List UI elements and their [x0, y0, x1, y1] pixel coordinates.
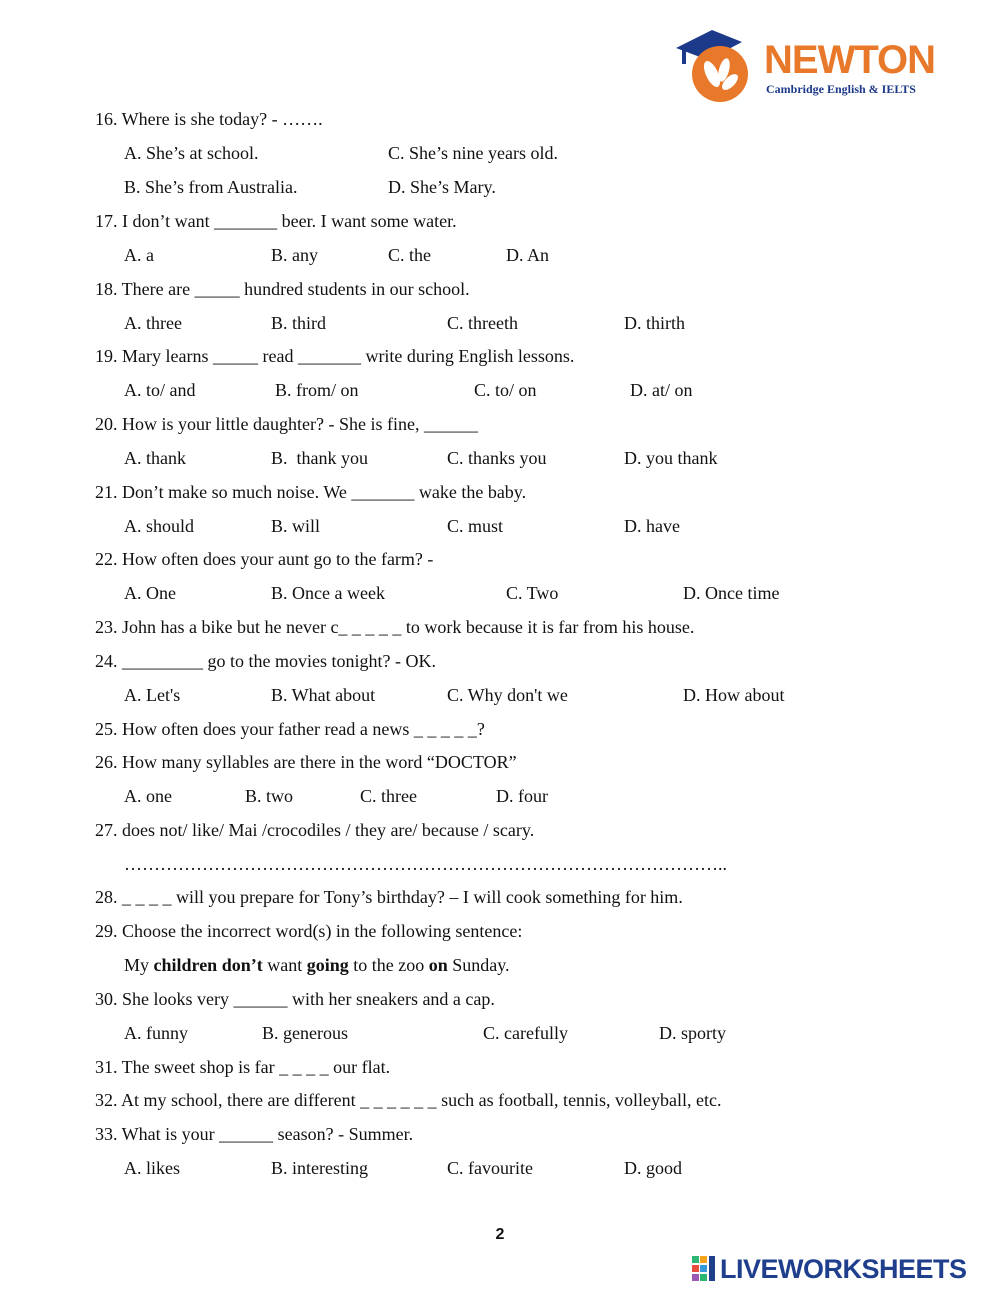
q30-option-d[interactable]: D. sporty: [659, 1023, 726, 1043]
q16-option-b[interactable]: B. She’s from Australia.: [124, 177, 298, 197]
q16-option-d[interactable]: D. She’s Mary.: [388, 177, 496, 197]
newton-logo: [672, 22, 942, 106]
q33-option-b[interactable]: B. interesting: [271, 1158, 368, 1178]
q21-option-a[interactable]: A. should: [124, 516, 195, 536]
brand-tagline: Cambridge English & IELTS: [766, 82, 916, 96]
q19-option-a[interactable]: A. to/ and: [124, 380, 196, 400]
q17-option-a[interactable]: A. a: [124, 245, 154, 265]
q29-word-bold[interactable]: children don’t: [153, 955, 263, 975]
q33-option-a[interactable]: A. likes: [124, 1158, 180, 1178]
question-32: 32. At my school, there are different _ _ _ _ _ _ such as football, tennis, volleyball, etc.: [95, 1090, 722, 1110]
watermark-text: LIVEWORKSHEETS: [720, 1254, 967, 1284]
graduation-cap-logo-icon: [672, 22, 762, 106]
q20-option-d[interactable]: D. you thank: [624, 448, 718, 468]
q27-answer-line[interactable]: ………………………………………………………………………………………..: [124, 854, 727, 874]
q29-sentence: [124, 954, 510, 976]
question-23: 23. John has a bike but he never c_ _ _ _ _ to work because it is far from his house.: [95, 617, 695, 637]
q21-option-b[interactable]: B. will: [271, 516, 321, 536]
q17-option-b[interactable]: B. any: [271, 245, 318, 265]
q26-option-b[interactable]: B. two: [245, 786, 294, 806]
q19-option-c[interactable]: C. to/ on: [474, 380, 537, 400]
q19-option-b[interactable]: B. from/ on: [275, 380, 359, 400]
q22-option-d[interactable]: D. Once time: [683, 583, 780, 603]
question-33: 33. What is your ______ season? - Summer.: [95, 1124, 414, 1144]
q33-option-c[interactable]: C. favourite: [447, 1158, 533, 1178]
q16-option-c[interactable]: C. She’s nine years old.: [388, 143, 558, 163]
q26-option-c[interactable]: C. three: [360, 786, 417, 806]
question-27: 27. does not/ like/ Mai /crocodiles / they are/ because / scary.: [95, 820, 535, 840]
q29-word-bold[interactable]: going: [306, 955, 349, 975]
question-21: 21. Don’t make so much noise. We _______ wake the baby.: [95, 482, 527, 502]
q16-option-a[interactable]: A. She’s at school.: [124, 143, 259, 163]
q18-option-d[interactable]: D. thirth: [624, 313, 685, 333]
question-16: 16. Where is she today? - …….: [95, 109, 323, 129]
q29-word: to the zoo: [348, 955, 429, 975]
liveworksheets-logo-icon: [692, 1256, 716, 1282]
q29-word: want: [262, 955, 307, 975]
brand-name: NEWTON: [764, 38, 936, 82]
q24-option-d[interactable]: D. How about: [683, 685, 785, 705]
question-26: 26. How many syllables are there in the word “DOCTOR”: [95, 752, 517, 772]
question-24: 24. _________ go to the movies tonight? - OK.: [95, 651, 436, 671]
q20-option-a[interactable]: A. thank: [124, 448, 186, 468]
q18-option-a[interactable]: A. three: [124, 313, 182, 333]
q22-option-b[interactable]: B. Once a week: [271, 583, 385, 603]
q30-option-b[interactable]: B. generous: [262, 1023, 348, 1043]
question-28: 28. _ _ _ _ will you prepare for Tony’s birthday? – I will cook something for him.: [95, 887, 683, 907]
question-29: 29. Choose the incorrect word(s) in the following sentence:: [95, 921, 523, 941]
q22-option-c[interactable]: C. Two: [506, 583, 559, 603]
q21-option-c[interactable]: C. must: [447, 516, 504, 536]
question-19: 19. Mary learns _____ read _______ write during English lessons.: [95, 346, 575, 366]
question-20: 20. How is your little daughter? - She is fine, ______: [95, 414, 478, 434]
question-25: 25. How often does your father read a news _ _ _ _ _?: [95, 719, 485, 739]
q17-option-d[interactable]: D. An: [506, 245, 550, 265]
page-number: 2: [495, 1226, 505, 1243]
q29-word-bold[interactable]: on: [428, 955, 448, 975]
q29-word: My: [124, 955, 154, 975]
q26-option-d[interactable]: D. four: [496, 786, 548, 806]
q26-option-a[interactable]: A. one: [124, 786, 172, 806]
q17-option-c[interactable]: C. the: [388, 245, 431, 265]
q18-option-c[interactable]: C. threeth: [447, 313, 518, 333]
q24-option-a[interactable]: A. Let's: [124, 685, 181, 705]
q18-option-b[interactable]: B. third: [271, 313, 327, 333]
question-30: 30. She looks very ______ with her sneakers and a cap.: [95, 989, 495, 1009]
q29-word: Sunday.: [447, 955, 510, 975]
q24-option-b[interactable]: B. What about: [271, 685, 376, 705]
q22-option-a[interactable]: A. One: [124, 583, 176, 603]
q21-option-d[interactable]: D. have: [624, 516, 680, 536]
q30-option-a[interactable]: A. funny: [124, 1023, 188, 1043]
q19-option-d[interactable]: D. at/ on: [630, 380, 693, 400]
question-18: 18. There are _____ hundred students in our school.: [95, 279, 470, 299]
q33-option-d[interactable]: D. good: [624, 1158, 682, 1178]
q20-option-c[interactable]: C. thanks you: [447, 448, 547, 468]
q20-option-b[interactable]: B. thank you: [271, 448, 368, 468]
q30-option-c[interactable]: C. carefully: [483, 1023, 568, 1043]
q24-option-c[interactable]: C. Why don't we: [447, 685, 568, 705]
question-17: 17. I don’t want _______ beer. I want some water.: [95, 211, 457, 231]
question-31: 31. The sweet shop is far _ _ _ _ our flat.: [95, 1057, 391, 1077]
question-22: 22. How often does your aunt go to the farm? -: [95, 549, 434, 569]
